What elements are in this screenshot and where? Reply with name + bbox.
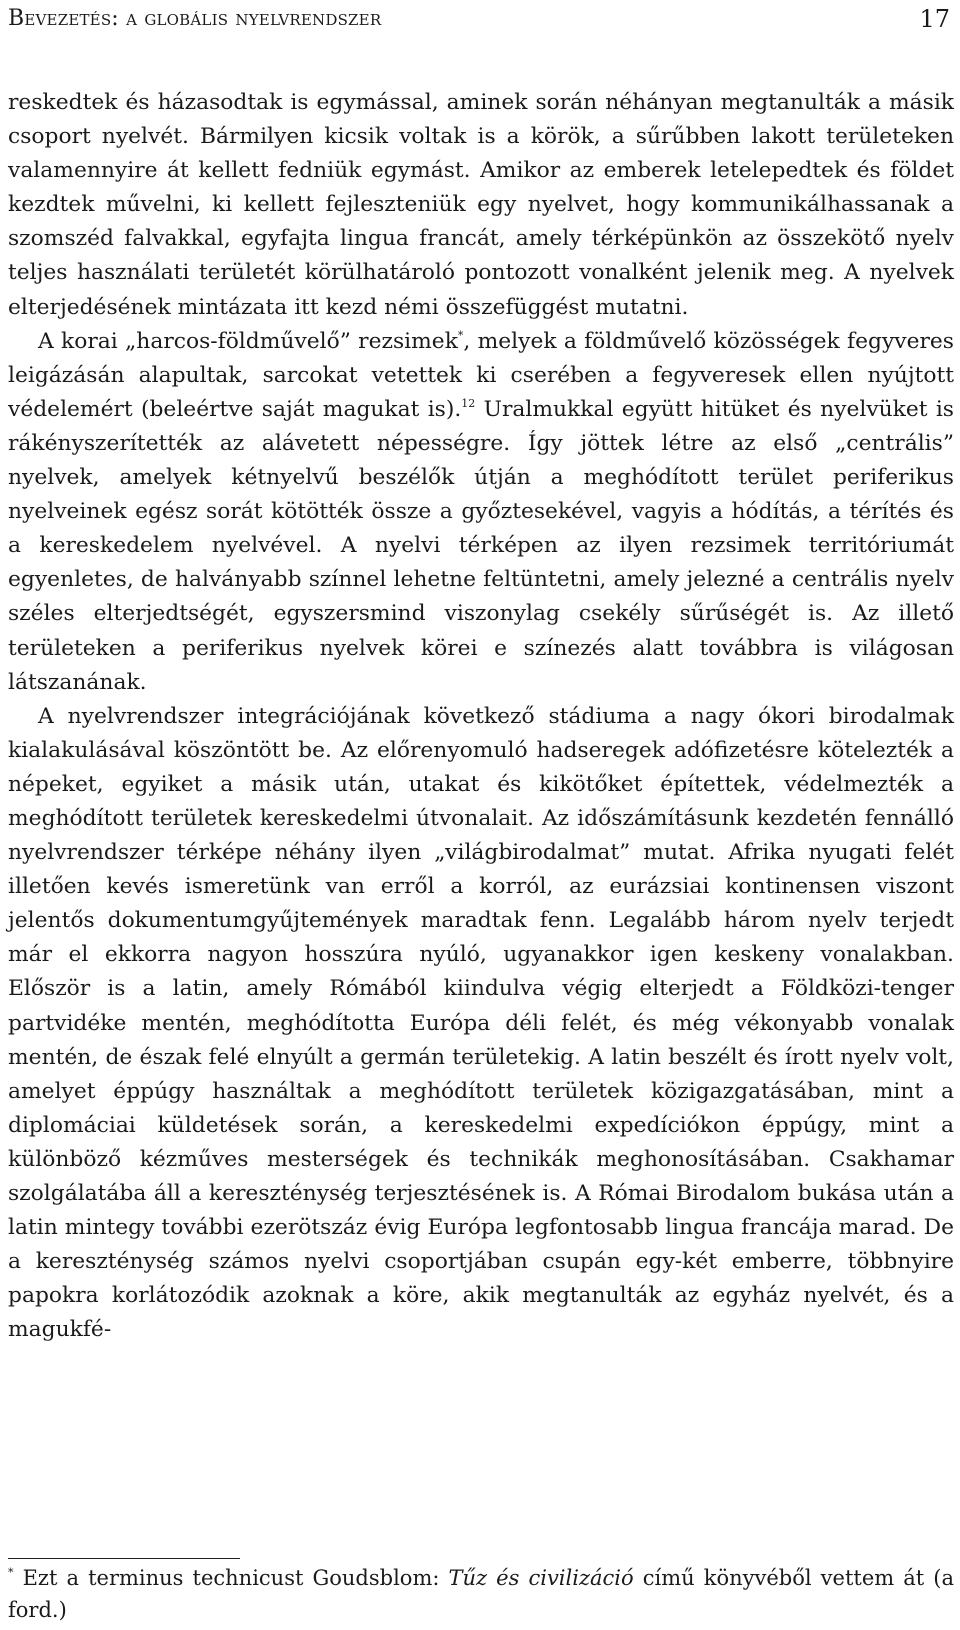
paragraph-2-text-middle: , melyek a földművelő közösségek fegyveres leigázásán alapultak, sarcokat vetettek ki cserében a fegyveresek ellen nyújtott védelemért (beleértve saját magukat is).: [8, 328, 954, 422]
paragraph-2: [8, 325, 954, 700]
footnote-divider: [8, 1558, 240, 1559]
footnote: [8, 1562, 954, 1626]
paragraph-3: A nyelvrendszer integrációjának következő stádiuma a nagy ókori birodalmak kialakulásával köszöntött be. Az előrenyomuló hadseregek adófizetésre kötelezték a népeket, egyiket a másik után, utakat és kikötőket építettek, védelmezték a meghódított területek kereskedelmi útvonalait. Az időszámításunk kezdetén fennálló nyelvrendszer térképe néhány ilyen „világbirodalmat” mutat. Afrika nyugati felét illetően kevés ismeretünk van erről a korról, az eurázsiai kontinensen viszont jelentős dokumentumgyűjtemények maradtak fenn. Legalább három nyelv terjedt már el ekkorra nagyon hosszúra nyúló, ugyanakkor igen keskeny vonalakban. Először is a latin, amely Rómából kiindulva végig elterjedt a Földközi-tenger partvidéke mentén, meghódította Európa déli felét, és még vékonyabb vonalak mentén, de észak felé elnyúlt a germán területekig. A latin beszélt és írott nyelv volt, amelyet éppúgy használtak a meghódított területek közigazgatásában, mint a diplomáciai küldetések során, a kereskedelmi expedíciókon éppúgy, mint a különböző kézműves mesterségek és technikák meghonosításában. Csakhamar szolgálatába áll a kereszténység terjesztésének is. A Római Birodalom bukása után a latin mintegy további ezerötszáz évig Európa legfontosabb lingua francája marad. De a kereszténység számos nyelvi csoportjában csupán egy-két emberre, többnyire papokra korlátozódik azoknak a köre, akik megtanulták az egyház nyelvét, és a magukfé-: [8, 703, 954, 1343]
citation-reference: 12: [461, 396, 476, 410]
footnote-book-title: Tűz és civilizáció: [448, 1566, 634, 1590]
footnote-reference: *: [457, 328, 464, 342]
footnote-mark: *: [8, 1566, 14, 1579]
page-number: 17: [919, 5, 950, 33]
paragraph-2-text-start: A korai „harcos-földművelő” rezsimek: [38, 328, 458, 354]
footnote-text-start: Ezt a terminus technicust Goudsblom:: [13, 1566, 449, 1590]
running-head: Bevezetés: a globális nyelvrendszer: [8, 6, 382, 31]
paragraph-2-text-end: Uralmukkal együtt hitüket és nyelvüket is rákényszerítették az alávetett népességre. Így jöttek létre az első „centrális” nyelvek, amelyek kétnyelvű beszélők útján a meghódított terület periferikus nyelveinek egész sorát kötötték össze a győztesekével, vagyis a hódítás, a térítés és a kereskedelem nyelvével. A nyelvi térképen az ilyen rezsimek territóriumát egyenletes, de halványabb színnel lehetne feltüntetni, amely jelezné a centrális nyelv széles elterjedtségét, egyszersmind viszonylag csekély sűrűségét is. Az illető területeken a periferikus nyelvek körei e színezés alatt továbbra is világosan látszanának.: [8, 396, 954, 695]
body-text: [8, 86, 954, 1347]
paragraph-1: reskedtek és házasodtak is egymással, aminek során néhányan megtanulták a másik csoport nyelvét. Bármilyen kicsik voltak is a körök, a sűrűbben lakott területeken valamennyire át kellett fedniük egymást. Amikor az emberek letelepedtek és földet kezdtek művelni, ki kellett fejleszteniük egy nyelvet, hogy kommunikálhassanak a szomszéd falvakkal, egyfajta lingua francát, amely térképünkön az összekötő nyelv teljes használati területét körülhatároló pontozott vonalként jelenik meg. A nyelvek elterjedésének mintázata itt kezd némi összefüggést mutatni.: [8, 90, 954, 320]
page-header: [8, 4, 950, 34]
footnote-text-end: című könyvéből vettem át (a ford.): [8, 1566, 954, 1622]
